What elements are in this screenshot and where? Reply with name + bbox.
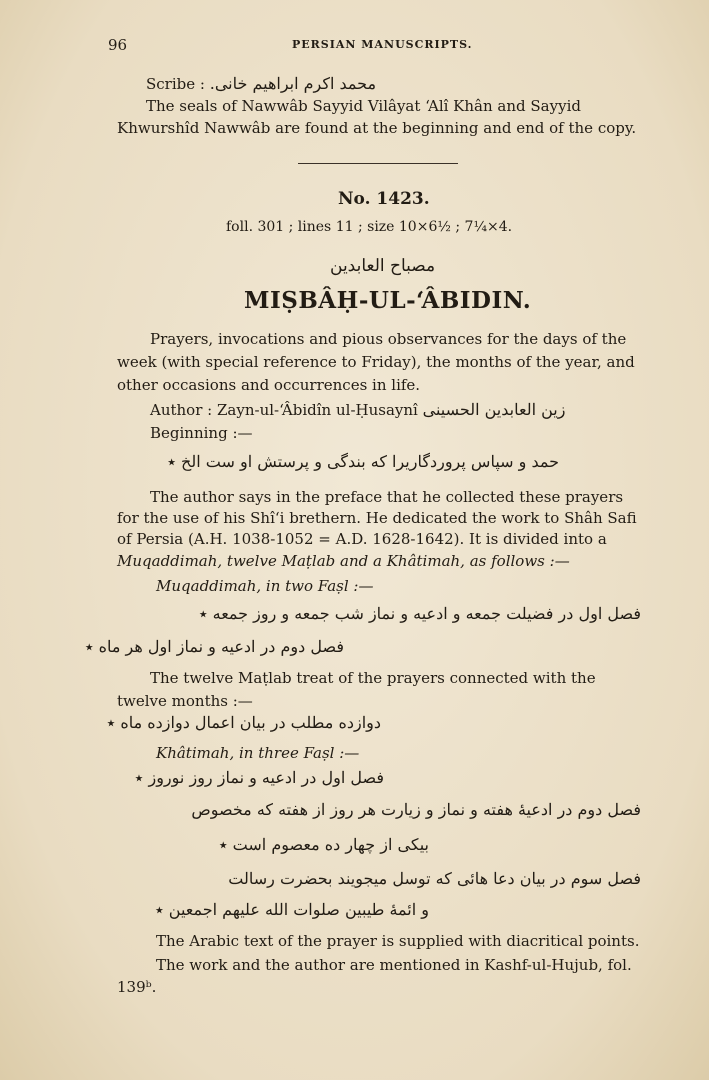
section-divider bbox=[298, 163, 458, 164]
entry-number: No. 1423. bbox=[338, 189, 430, 209]
muqaddimah-line-1: فصل اول در فضیلت جمعه و ادعیه و نماز شب جمعه و روز جمعه ٭ bbox=[198, 604, 641, 623]
preface-line-3: of Persia (A.H. 1038-1052 = A.D. 1628-1642). It is divided into a bbox=[117, 530, 607, 548]
description-line-1: Prayers, invocations and pious observances for the days of the bbox=[150, 330, 627, 348]
muqaddimah-label: Muqaddimah, in two Faṣl :— bbox=[156, 577, 374, 595]
closing-line-1: The Arabic text of the prayer is supplied with diacritical points. bbox=[156, 932, 640, 950]
preface-line-2: for the use of his Shî‘i brethern. He dedicated the work to Shâh Safi bbox=[117, 509, 637, 527]
entry-details: foll. 301 ; lines 11 ; size 10×6½ ; 7¼×4. bbox=[226, 219, 513, 235]
khatimah-line-3: بیکی از چهار ده معصوم است ٭ bbox=[218, 835, 429, 854]
khatimah-line-1: فصل اول در ادعیه و نماز روز نوروز ٭ bbox=[134, 768, 384, 787]
preface-line-4: Muqaddimah, twelve Maṭlab and a Khâtimah, as follows :— bbox=[117, 552, 570, 570]
khatimah-line-2: فصل دوم در ادعیهٔ هفته و نماز و زیارت هر روز از هفته که مخصوص bbox=[191, 800, 641, 819]
author-label: Author : bbox=[150, 401, 213, 419]
scribe-label: Scribe : bbox=[146, 75, 205, 93]
beginning-text: حمد و سپاس پروردگاریرا که بندگی و پرستش او ست الخ ٭ bbox=[167, 452, 559, 471]
seals-line-2: Khwurshîd Nawwâb are found at the beginning and end of the copy. bbox=[117, 119, 637, 137]
closing-line-2: The work and the author are mentioned in Kashf-ul-Hujub, fol. bbox=[156, 956, 632, 974]
preface-line-1: The author says in the preface that he collected these prayers bbox=[150, 488, 624, 506]
beginning-label: Beginning :— bbox=[150, 424, 253, 442]
author-line bbox=[150, 400, 565, 419]
scribe-name: محمد اکرم ابراهیم خانی. bbox=[209, 74, 377, 93]
closing-line-3: 139ᵇ. bbox=[117, 978, 157, 996]
matlab-line-2: twelve months :— bbox=[117, 692, 253, 710]
khatimah-label: Khâtimah, in three Faṣl :— bbox=[156, 744, 360, 762]
page-number: 96 bbox=[108, 36, 128, 54]
running-title: PERSIAN MANUSCRIPTS. bbox=[292, 38, 473, 51]
scribe-line bbox=[146, 74, 376, 93]
entry-title-persian: مصباح العابدین bbox=[330, 256, 436, 276]
muqaddimah-line-2: فصل دوم در ادعیه و نماز اول هر ماه ٭ bbox=[84, 637, 344, 656]
seals-line-1: The seals of Nawwâb Sayyid Vilâyat ‘Alî Khân and Sayyid bbox=[146, 97, 581, 115]
author-name-persian: زین العابدین الحسینی bbox=[422, 400, 566, 419]
description-line-3: other occasions and occurrences in life. bbox=[117, 376, 421, 394]
khatimah-line-4: فصل سوم در بیان دعا هائی که توسل میجویند بحضرت رسالت bbox=[228, 869, 641, 888]
author-name: Zayn-ul-‘Âbidîn ul-Ḥusaynî bbox=[217, 401, 418, 419]
entry-title: MIṢBÂḤ-UL-‘ÂBIDIN. bbox=[244, 287, 532, 314]
description-line-2: week (with special reference to Friday), the months of the year, and bbox=[117, 353, 635, 371]
khatimah-line-5: و ائمهٔ طیبین صلوات الله علیهم اجمعین ٭ bbox=[154, 900, 429, 919]
matlab-persian-line: دوازده مطلب در بیان اعمال دوازده ماه ٭ bbox=[106, 713, 381, 732]
matlab-line-1: The twelve Maṭlab treat of the prayers connected with the bbox=[150, 669, 596, 687]
